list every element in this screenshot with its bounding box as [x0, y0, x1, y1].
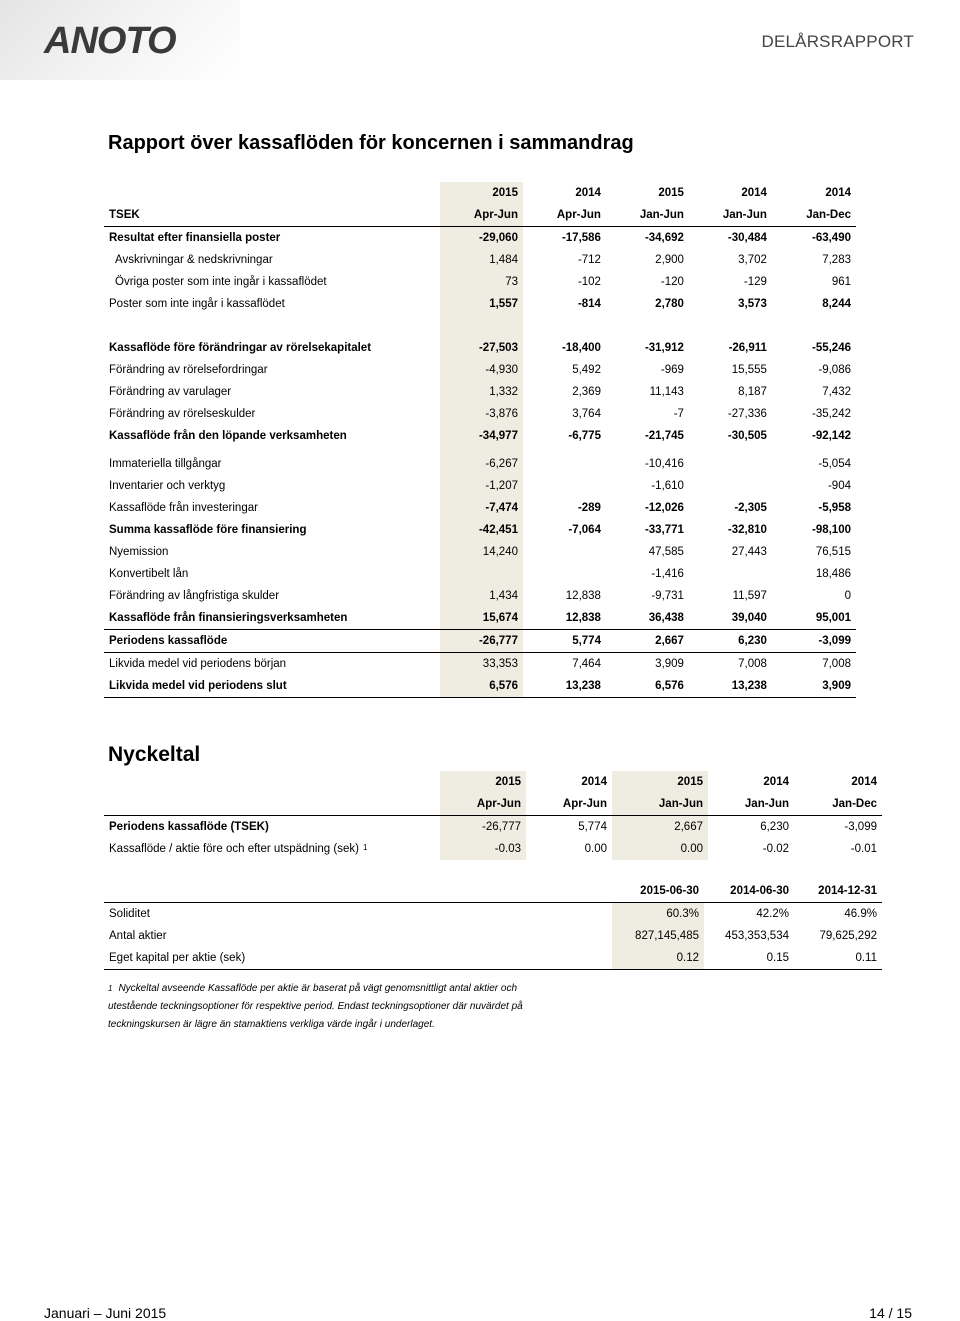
value-cell: -904	[827, 480, 851, 492]
footnote-mark: 1	[108, 984, 113, 993]
value-cell: -0.02	[762, 843, 789, 855]
value-cell: 15,674	[440, 607, 523, 630]
value-cell: 3,764	[572, 408, 601, 420]
value-cell: -26,777	[440, 816, 526, 839]
value-cell: 7,008	[822, 658, 851, 670]
row-label: Avskrivningar & nedskrivningar	[115, 254, 273, 266]
value-cell: -27,336	[727, 408, 767, 420]
value-cell: -9,086	[818, 364, 851, 376]
value-cell: -4,930	[440, 359, 523, 381]
value-cell: 13,238	[523, 675, 606, 698]
value-cell	[440, 563, 523, 585]
table-row	[104, 563, 856, 585]
value-cell: -6,267	[440, 453, 523, 475]
value-cell: -0.01	[850, 843, 877, 855]
value-cell	[689, 475, 772, 497]
value-cell: -34,977	[440, 425, 523, 447]
row-label: Förändring av varulager	[109, 386, 232, 398]
cashflow-year-row	[104, 182, 856, 204]
value-cell: -34,692	[644, 232, 684, 244]
year-cell: 2014	[575, 187, 601, 199]
value-cell: 33,353	[440, 653, 523, 676]
value-cell: -129	[743, 276, 767, 288]
date-cell: 2015-06-30	[612, 880, 704, 903]
date-cell: 2014-12-31	[794, 880, 882, 903]
value-cell: 13,238	[689, 675, 772, 698]
value-cell: 2,780	[655, 298, 684, 310]
row-label: Förändring av rörelsefordringar	[109, 364, 268, 376]
table-row	[104, 475, 856, 497]
period-cell: Jan-Dec	[772, 204, 856, 227]
nyckeltal-year-row	[104, 771, 882, 793]
value-cell: -9,731	[651, 590, 684, 602]
value-cell: 453,353,534	[725, 930, 789, 942]
value-cell: 7,432	[822, 386, 851, 398]
value-cell: 5,774	[578, 821, 607, 833]
row-label: Eget kapital per aktie (sek)	[104, 947, 612, 970]
value-cell: 15,555	[731, 364, 767, 376]
value-cell: 6,230	[760, 821, 789, 833]
period-cell: Jan-Dec	[794, 793, 882, 816]
value-cell: 3,702	[738, 254, 767, 266]
value-cell: -92,142	[811, 430, 851, 442]
cashflow-period-row	[104, 204, 856, 227]
table-row	[104, 541, 856, 563]
value-cell: 3,909	[772, 675, 856, 698]
table-row	[104, 816, 882, 839]
row-label: Poster som inte ingår i kassaflödet	[109, 298, 285, 310]
value-cell	[523, 563, 606, 585]
unit-label: TSEK	[104, 204, 440, 227]
value-cell: 827,145,485	[612, 925, 704, 947]
year-cell: 2014	[581, 776, 607, 788]
cashflow-title: Rapport över kassaflöden för koncernen i sammandrag	[108, 132, 634, 154]
value-cell: 1,332	[440, 381, 523, 403]
value-cell: -120	[660, 276, 684, 288]
row-label: Summa kassaflöde före finansiering	[109, 524, 307, 536]
value-cell: -31,912	[644, 342, 684, 354]
footnote-ref: 1	[362, 843, 368, 852]
value-cell: 27,443	[731, 546, 767, 558]
value-cell: 42.2%	[756, 908, 789, 920]
period-cell: Jan-Jun	[708, 793, 794, 816]
value-cell: -712	[577, 254, 601, 266]
value-cell: -33,771	[644, 524, 684, 536]
value-cell	[689, 563, 772, 585]
value-cell: -63,490	[811, 232, 851, 244]
table-row	[104, 925, 882, 947]
table-row	[104, 227, 856, 250]
value-cell: -3,876	[440, 403, 523, 425]
table-row	[104, 838, 882, 860]
document-type: DELÅRSRAPPORT	[761, 32, 914, 51]
value-cell: -2,305	[734, 502, 767, 514]
row-label: Kassaflöde från den löpande verksamheten	[109, 430, 347, 442]
row-label: Periodens kassaflöde	[104, 630, 440, 653]
year-cell: 2014	[763, 776, 789, 788]
value-cell: 47,585	[648, 546, 684, 558]
value-cell: 8,244	[822, 298, 851, 310]
row-label: Förändring av långfristiga skulder	[109, 590, 280, 602]
value-cell: 60.3%	[612, 903, 704, 926]
footnote	[108, 980, 538, 1034]
value-cell: -289	[577, 502, 601, 514]
value-cell: 961	[831, 276, 851, 288]
value-cell: 11,143	[649, 386, 684, 398]
table-row	[104, 271, 856, 293]
row-label: Resultat efter finansiella poster	[109, 232, 281, 244]
value-cell: 6,230	[689, 630, 772, 653]
year-cell: 2015	[440, 771, 526, 793]
row-label: Övriga poster som inte ingår i kassaflödet	[115, 276, 327, 288]
row-label: Likvida medel vid periodens slut	[104, 675, 440, 698]
balance-table	[104, 880, 882, 970]
value-cell: -7,064	[568, 524, 601, 536]
table-row	[104, 653, 856, 676]
value-cell: 11,597	[732, 590, 767, 602]
period-cell: Jan-Jun	[606, 204, 689, 227]
value-cell	[523, 453, 606, 475]
row-label-cell	[104, 838, 440, 860]
footnote-text: Nyckeltal avseende Kassaflöde per aktie är baserat på vägt genomsnittligt antal aktier och utestående teckningsoptioner för respektive period. Endast teckningsoptioner där nuvärdet på teckningskursen är lägre än stamaktiens verkliga värde ingår i underlaget.	[108, 983, 523, 1030]
value-cell: -969	[660, 364, 684, 376]
nyckeltal-period-row	[104, 793, 882, 816]
row-label: Kassaflöde / aktie före och efter utspädning (sek)	[109, 843, 359, 855]
value-cell: -27,503	[440, 337, 523, 359]
row-label: Förändring av rörelseskulder	[109, 408, 256, 420]
value-cell: -7	[673, 408, 684, 420]
year-cell: 2014	[825, 187, 851, 199]
row-label: Konvertibelt lån	[109, 568, 189, 580]
row-label: Kassaflöde från finansieringsverksamheten	[104, 607, 440, 630]
table-row	[104, 453, 856, 475]
value-cell: -29,060	[440, 227, 523, 250]
anoto-logo	[42, 20, 232, 60]
value-cell: 7,464	[572, 658, 601, 670]
value-cell: 5,492	[572, 364, 601, 376]
value-cell: 73	[440, 271, 523, 293]
spacer-row	[104, 315, 856, 337]
value-cell: 1,484	[440, 249, 523, 271]
value-cell: 2,667	[612, 816, 708, 839]
value-cell: -17,586	[561, 232, 601, 244]
value-cell: -5,958	[818, 502, 851, 514]
value-cell: 36,438	[606, 607, 689, 630]
value-cell: -3,099	[844, 821, 877, 833]
value-cell: 0.00	[612, 838, 708, 860]
value-cell: -10,416	[644, 458, 684, 470]
table-row	[104, 675, 856, 698]
value-cell: 12,838	[565, 590, 601, 602]
value-cell: 3,573	[738, 298, 767, 310]
cashflow-table	[104, 182, 856, 698]
value-cell: -102	[577, 276, 601, 288]
table-row	[104, 585, 856, 607]
value-cell: -26,911	[728, 342, 767, 354]
period-cell: Apr-Jun	[523, 204, 606, 227]
year-cell: 2014	[741, 187, 767, 199]
table-row	[104, 337, 856, 359]
row-label: Likvida medel vid periodens början	[109, 658, 287, 670]
value-cell: -21,745	[644, 430, 684, 442]
period-cell: Jan-Jun	[689, 204, 772, 227]
value-cell: -5,054	[818, 458, 851, 470]
logo-text: ANOTO	[44, 20, 176, 60]
value-cell: 7,283	[822, 254, 851, 266]
value-cell: -55,246	[811, 342, 851, 354]
footer-period: Januari – Juni 2015	[44, 1305, 167, 1321]
table-row	[104, 497, 856, 519]
value-cell: 0.11	[794, 947, 882, 970]
value-cell: -1,207	[440, 475, 523, 497]
period-cell: Apr-Jun	[526, 793, 612, 816]
value-cell: -30,484	[727, 232, 767, 244]
value-cell: 12,838	[523, 607, 606, 630]
value-cell: -1,610	[651, 480, 684, 492]
table-row	[104, 293, 856, 315]
balance-date-row	[104, 880, 882, 903]
value-cell: 7,008	[738, 658, 767, 670]
table-row	[104, 249, 856, 271]
value-cell: -98,100	[811, 524, 851, 536]
value-cell	[689, 453, 772, 475]
value-cell: 2,369	[572, 386, 601, 398]
value-cell: -12,026	[644, 502, 684, 514]
period-cell: Apr-Jun	[440, 204, 523, 227]
date-cell: 2014-06-30	[704, 880, 794, 903]
value-cell: 2,667	[606, 630, 689, 653]
value-cell: 1,557	[440, 293, 523, 315]
value-cell: 2,900	[655, 254, 684, 266]
value-cell: 6,576	[440, 675, 523, 698]
period-cell: Jan-Jun	[612, 793, 708, 816]
row-label: Kassaflöde före förändringar av rörelsekapitalet	[109, 342, 372, 354]
year-cell: 2015	[658, 187, 684, 199]
value-cell: -7,474	[440, 497, 523, 519]
value-cell	[523, 475, 606, 497]
table-row	[104, 403, 856, 425]
value-cell: -30,505	[727, 430, 767, 442]
value-cell: 5,774	[523, 630, 606, 653]
value-cell: -18,400	[561, 342, 601, 354]
value-cell: 14,240	[440, 541, 523, 563]
row-label: Nyemission	[109, 546, 169, 558]
value-cell: 76,515	[815, 546, 851, 558]
table-row	[104, 425, 856, 447]
period-cell: Apr-Jun	[440, 793, 526, 816]
table-row	[104, 903, 882, 926]
row-label: Kassaflöde från investeringar	[109, 502, 258, 514]
value-cell: -3,099	[772, 630, 856, 653]
page-number: 14 / 15	[869, 1305, 912, 1321]
value-cell: 46.9%	[844, 908, 877, 920]
value-cell: -1,416	[651, 568, 684, 580]
value-cell: 18,486	[815, 568, 851, 580]
value-cell: -814	[577, 298, 601, 310]
nyckeltal-title: Nyckeltal	[108, 743, 201, 766]
table-row	[104, 947, 882, 970]
value-cell	[523, 541, 606, 563]
year-cell: 2014	[851, 776, 877, 788]
value-cell: 39,040	[689, 607, 772, 630]
row-label: Antal aktier	[109, 930, 167, 942]
value-cell: 0.00	[584, 843, 607, 855]
year-cell: 2015	[612, 771, 708, 793]
table-row	[104, 381, 856, 403]
row-label: Inventarier och verktyg	[109, 480, 226, 492]
row-label: Soliditet	[109, 908, 150, 920]
nyckeltal-table	[104, 771, 882, 860]
table-row	[104, 519, 856, 541]
value-cell: 3,909	[655, 658, 684, 670]
value-cell: -32,810	[727, 524, 767, 536]
table-row	[104, 607, 856, 630]
row-label: Immateriella tillgångar	[109, 458, 222, 470]
year-cell: 2015	[440, 182, 523, 204]
value-cell: 79,625,292	[819, 930, 877, 942]
value-cell: 8,187	[738, 386, 767, 398]
value-cell: 95,001	[772, 607, 856, 630]
value-cell: -42,451	[440, 519, 523, 541]
value-cell: -6,775	[568, 430, 601, 442]
value-cell: -35,242	[811, 408, 851, 420]
value-cell: 0	[844, 590, 851, 602]
table-row	[104, 359, 856, 381]
table-row	[104, 630, 856, 653]
value-cell: 6,576	[606, 675, 689, 698]
value-cell: -0.03	[440, 838, 526, 860]
value-cell: -26,777	[440, 630, 523, 653]
value-cell: 0.15	[704, 947, 794, 970]
row-label: Periodens kassaflöde (TSEK)	[109, 821, 269, 833]
value-cell: 1,434	[440, 585, 523, 607]
value-cell: 0.12	[612, 947, 704, 970]
